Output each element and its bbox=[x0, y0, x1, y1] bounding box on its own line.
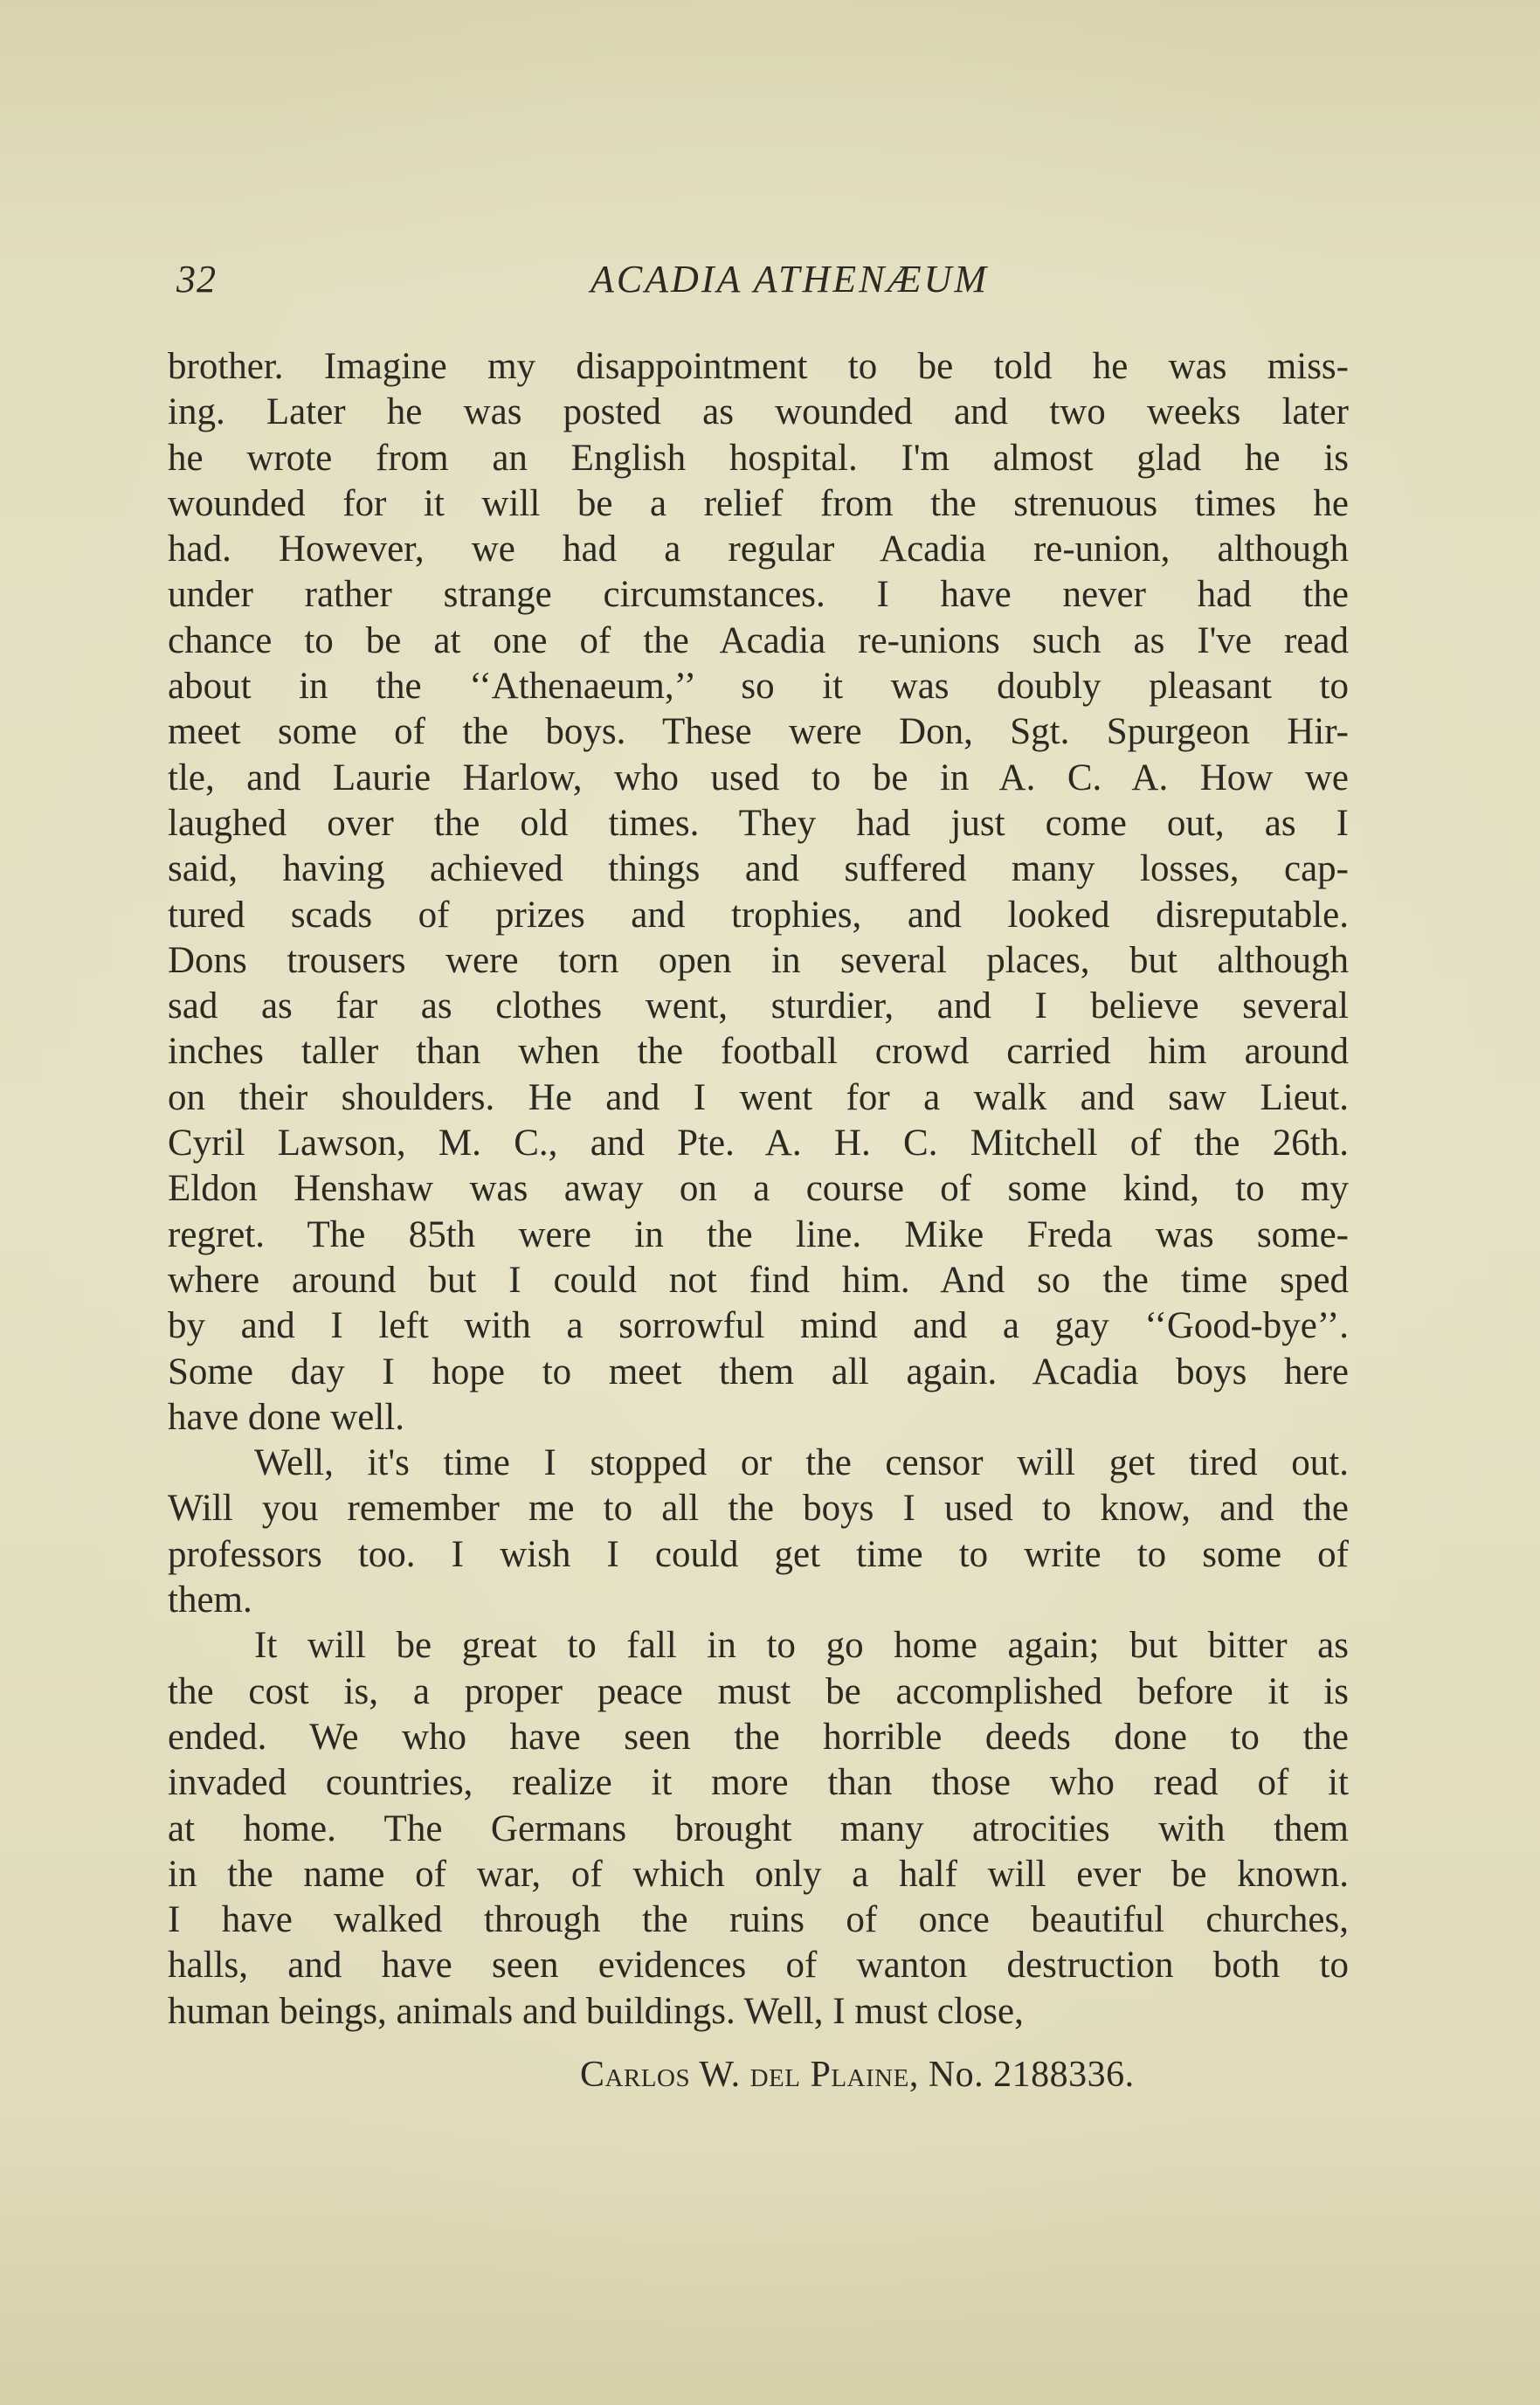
text-line: on their shoulders. He and I went for a walk and saw Lieut. bbox=[168, 1076, 1349, 1118]
text-line: the cost is, a proper peace must be accomplished before it is bbox=[168, 1670, 1349, 1712]
text-line: Will you remember me to all the boys I used to know, and the bbox=[168, 1488, 1349, 1530]
text-line: Eldon Henshaw was away on a course of some kind, to my bbox=[168, 1168, 1349, 1210]
text-line: halls, and have seen evidences of wanton destruction both to bbox=[168, 1945, 1349, 1987]
text-line: Cyril Lawson, M. C., and Pte. A. H. C. Mitchell of the 26th. bbox=[168, 1123, 1349, 1164]
text-line: them. bbox=[168, 1579, 252, 1621]
text-line: have done well. bbox=[168, 1396, 405, 1438]
service-number: No. 2188336. bbox=[928, 2055, 1135, 2095]
text-line: Dons trousers were torn open in several places, but although bbox=[168, 939, 1349, 981]
text-line: ing. Later he was posted as wounded and two weeks later bbox=[168, 391, 1349, 433]
running-head: ACADIA ATHENÆUM bbox=[590, 258, 990, 301]
text-line: he wrote from an English hospital. I'm almost glad he is bbox=[168, 437, 1349, 479]
signature bbox=[580, 2052, 1349, 2097]
text-line: under rather strange circumstances. I have never had the bbox=[168, 574, 1349, 616]
text-line: tle, and Laurie Harlow, who used to be in A. C. A. How we bbox=[168, 757, 1349, 798]
text-line: about in the ‘‘Athenaeum,’’ so it was doubly pleasant to bbox=[168, 666, 1349, 708]
text-line: in the name of war, of which only a half will ever be known. bbox=[168, 1853, 1349, 1895]
text-line: Well, it's time I stopped or the censor will get tired out. bbox=[254, 1442, 1349, 1484]
text-line: wounded for it will be a relief from the strenuous times he bbox=[168, 482, 1349, 524]
text-line: tured scads of prizes and trophies, and looked disreputable. bbox=[168, 894, 1349, 936]
text-line: I have walked through the ruins of once beautiful churches, bbox=[168, 1899, 1349, 1941]
text-line: had. However, we had a regular Acadia re-union, although bbox=[168, 529, 1349, 570]
body-text bbox=[168, 344, 1349, 2035]
text-line: where around but I could not find him. And so the time sped bbox=[168, 1259, 1349, 1301]
text-line: at home. The Germans brought many atrocities with them bbox=[168, 1807, 1349, 1849]
page-number: 32 bbox=[176, 258, 217, 301]
text-line: meet some of the boys. These were Don, Sgt. Spurgeon Hir- bbox=[168, 711, 1349, 753]
text-line: sad as far as clothes went, sturdier, and I believe several bbox=[168, 985, 1349, 1027]
text-line: laughed over the old times. They had just come out, as I bbox=[168, 802, 1349, 844]
text-line: professors too. I wish I could get time to write to some of bbox=[168, 1533, 1349, 1575]
text-line: brother. Imagine my disappointment to be told he was miss- bbox=[168, 346, 1349, 387]
text-line: inches taller than when the football crowd carried him around bbox=[168, 1031, 1349, 1073]
text-line: invaded countries, realize it more than those who read of it bbox=[168, 1762, 1349, 1804]
text-line: regret. The 85th were in the line. Mike Freda was some- bbox=[168, 1213, 1349, 1255]
text-line: chance to be at one of the Acadia re-unions such as I've read bbox=[168, 619, 1349, 661]
text-line: by and I left with a sorrowful mind and a gay ‘‘Good-bye’’. bbox=[168, 1305, 1349, 1347]
text-line: human beings, animals and buildings. Well, I must close, bbox=[168, 1990, 1024, 2032]
text-line: It will be great to fall in to go home again; but bitter as bbox=[254, 1625, 1349, 1667]
page-header bbox=[176, 258, 1350, 301]
text-line: ended. We who have seen the horrible deeds done to the bbox=[168, 1716, 1349, 1758]
text-line: Some day I hope to meet them all again. Acadia boys here bbox=[168, 1351, 1349, 1393]
text-line: said, having achieved things and suffered many losses, cap- bbox=[168, 848, 1349, 890]
signature-name: Carlos W. del Plaine, bbox=[580, 2055, 919, 2095]
